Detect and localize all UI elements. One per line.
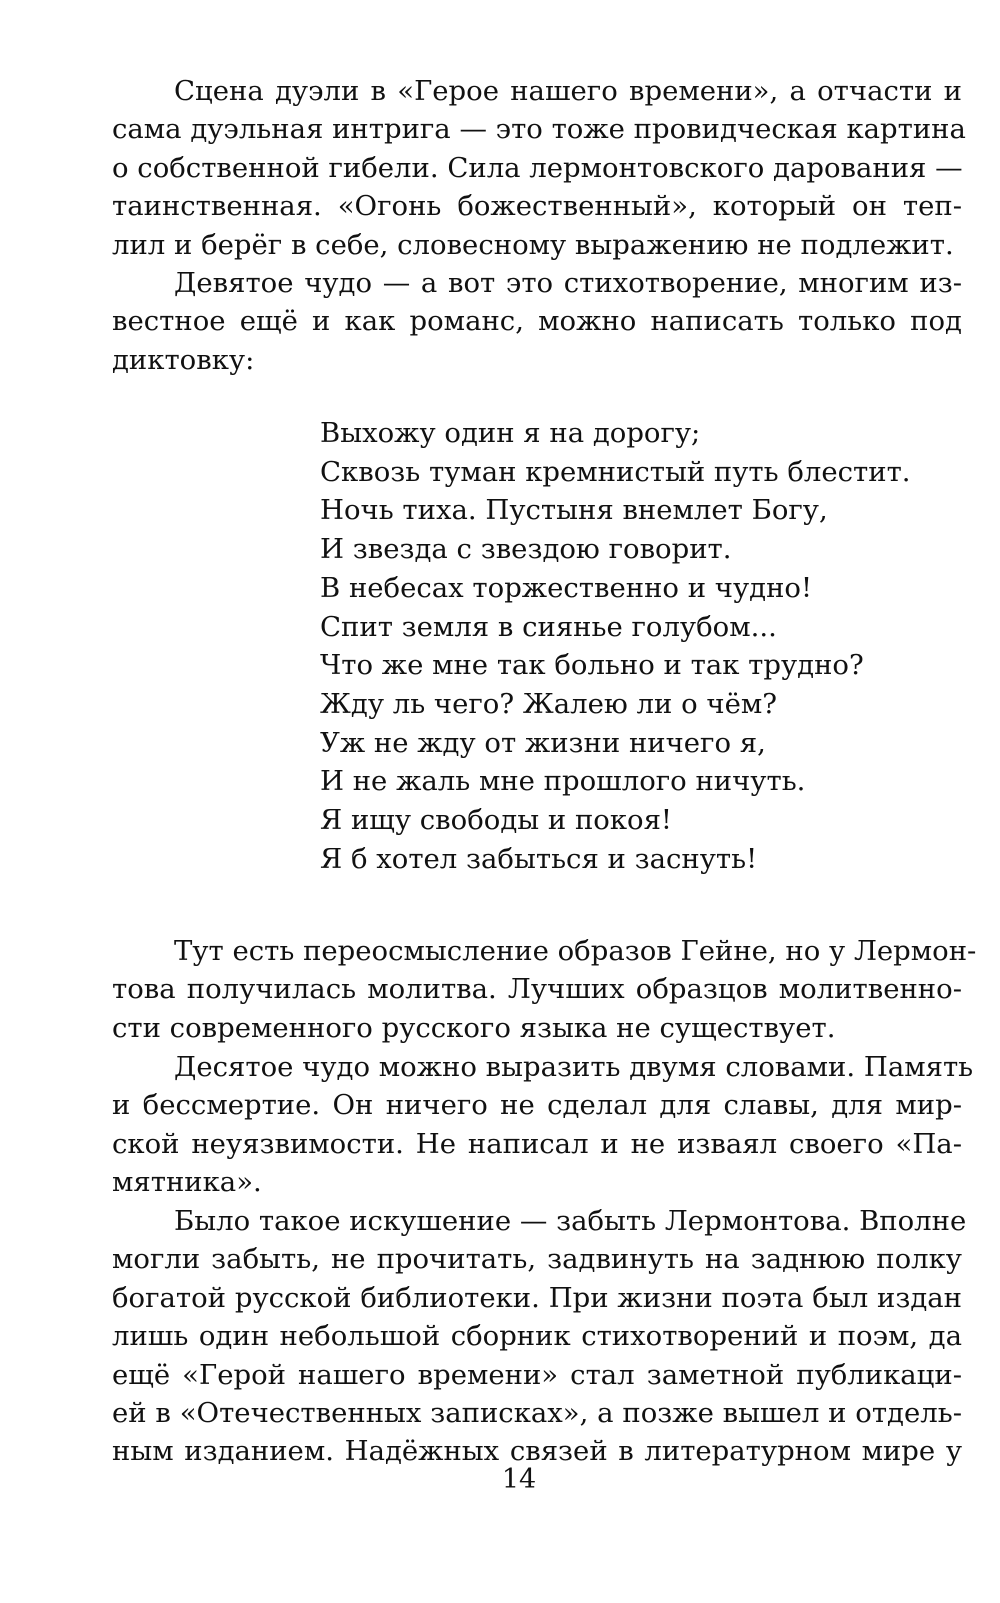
poem-verse: Что же мне так больно и так трудно? — [320, 649, 864, 682]
poem-verse: Я б хотел забыться и заснуть! — [320, 842, 758, 875]
text-line: ным изданием. Надёжных связей в литературном мире у — [112, 1435, 962, 1468]
paragraph-heine — [112, 932, 977, 1047]
poem-verse: Уж не жду от жизни ничего я, — [320, 726, 766, 759]
paragraph-ninth-miracle — [112, 264, 962, 379]
poem-verse: В небесах торжественно и чудно! — [320, 571, 813, 604]
poem-verse: Сквозь туман кремнистый путь блестит. — [320, 455, 911, 488]
text-line: богатой русской библиотеки. При жизни поэта был издан — [112, 1281, 962, 1314]
text-line: ей в «Отечественных записках», а позже вышел и отдель- — [112, 1397, 962, 1430]
poem-verse: Я ищу свободы и покоя! — [320, 804, 672, 837]
text-line: лишь один небольшой сборник стихотворений и поэм, да — [112, 1320, 962, 1353]
page-number: 14 — [501, 1464, 537, 1495]
paragraph-temptation — [112, 1202, 967, 1471]
poem-verse: Жду ль чего? Жалею ли о чём? — [320, 687, 777, 720]
poem-verse: И не жаль мне прошлого ничуть. — [320, 765, 806, 798]
text-line: сама дуэльная интрига — это тоже провидческая картина — [112, 113, 966, 146]
text-line: това получилась молитва. Лучших образцов молитвенно- — [112, 973, 962, 1006]
text-line: сти современного русского языка не существует. — [112, 1011, 836, 1044]
text-line: могли забыть, не прочитать, задвинуть на заднюю полку — [112, 1243, 962, 1276]
text-line: вестное ещё и как романс, можно написать только под — [112, 305, 962, 338]
text-line: таинственная. «Огонь божественный», который он теп- — [112, 190, 962, 223]
text-line: ещё «Герой нашего времени» стал заметной публикаци- — [112, 1358, 962, 1391]
paragraph-duel-scene — [112, 72, 966, 264]
text-line: диктовку: — [112, 343, 255, 376]
text-line: мятника». — [112, 1166, 262, 1199]
text-line: Было такое искушение — забыть Лермонтова. Вполне — [174, 1205, 967, 1237]
poem-verse: Выхожу один я на дорогу; — [320, 417, 701, 449]
poem-verse: И звезда с звездою говорит. — [320, 533, 732, 566]
poem-block — [320, 414, 911, 878]
text-line: Тут есть переосмысление образов Гейне, но у Лермон- — [174, 935, 977, 967]
text-line: Девятое чудо — а вот это стихотворение, многим из- — [174, 267, 962, 299]
text-line: и бессмертие. Он ничего не сделал для славы, для мир- — [112, 1089, 962, 1122]
text-line: Сцена дуэли в «Герое нашего времени», а отчасти и — [174, 75, 962, 107]
text-line: Десятое чудо можно выразить двумя словами. Память — [174, 1051, 974, 1083]
poem-verse: Спит земля в сиянье голубом... — [320, 610, 777, 643]
poem-verse: Ночь тиха. Пустыня внемлет Богу, — [320, 494, 828, 527]
text-line: о собственной гибели. Сила лермонтовского дарования — — [112, 151, 963, 184]
paragraph-tenth-miracle — [112, 1048, 974, 1202]
text-line: ской неуязвимости. Не написал и не изваял своего «Па- — [112, 1127, 962, 1160]
text-line: лил и берёг в себе, словесному выражению не подлежит. — [112, 228, 954, 261]
